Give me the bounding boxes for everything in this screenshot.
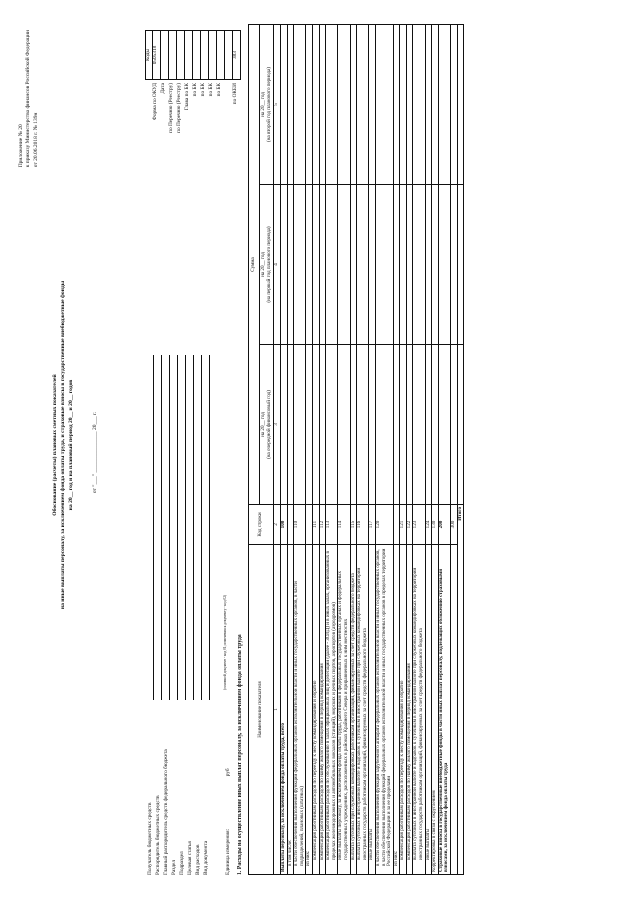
row-sum-cell[interactable] xyxy=(312,24,319,184)
row-name: в части обеспечения выполнения функций зарубежного аппарата федеральных органов исполнительной власти и иных государственных органов, в части обеспечения выполнения функций федеральных органов исполнительной власти и иных государственных органов в пределах территории Российской Федерации и за ее пределами xyxy=(375,545,393,875)
row-name: компенсация работникам расходов по переезду к месту командирования и обратно xyxy=(312,545,319,875)
row-sum-cell[interactable] xyxy=(294,345,306,505)
row-code: 117 xyxy=(369,505,376,545)
table-row xyxy=(425,24,432,874)
total-sum-cell[interactable] xyxy=(457,345,464,505)
row-sum-cell[interactable] xyxy=(350,185,357,345)
requisite-label: Раздел xyxy=(171,860,178,875)
row-sum-cell[interactable] xyxy=(350,345,357,505)
row-code: 113 xyxy=(326,505,338,545)
requisite-label: Вид расходов xyxy=(195,844,202,875)
table-row xyxy=(338,24,350,874)
codes-label: по БК xyxy=(200,83,206,97)
row-name: в том числе: xyxy=(287,545,294,875)
col-header-year-3: на 20__ год (на второй год планового периода) xyxy=(260,24,274,184)
requisite-fill-line xyxy=(179,355,186,700)
row-code: 120 xyxy=(375,505,393,545)
total-label: Итого xyxy=(457,505,464,875)
codes-label: по Перечню (Реестру) xyxy=(168,83,174,133)
requisite-label: Главный распорядитель средств федерального бюджета xyxy=(163,749,170,875)
row-sum-cell[interactable] xyxy=(338,345,350,505)
row-sum-cell[interactable] xyxy=(319,345,326,505)
row-code: 100 xyxy=(281,505,288,545)
table-row xyxy=(375,24,393,874)
codes-label: Форма по ОКУД xyxy=(152,83,158,121)
row-sum-cell[interactable] xyxy=(393,24,400,184)
requisite-label: Подраздел xyxy=(179,851,186,875)
row-sum-cell[interactable] xyxy=(319,24,326,184)
column-number: 2 xyxy=(274,505,281,545)
requisite-fill-line xyxy=(155,355,162,700)
document-kind-note: (основной документ - код 01; изменения к документу - код 02) xyxy=(223,594,227,690)
row-sum-cell[interactable] xyxy=(319,185,326,345)
col-header-code: Код строки xyxy=(249,505,274,545)
title-line-3: на 20__ год и на плановый период 20__ и 20__ годов xyxy=(67,379,74,511)
row-name: из них: xyxy=(306,545,313,875)
codes-value xyxy=(201,30,209,80)
codes-value xyxy=(169,30,177,80)
requisite-label: Вид документа xyxy=(203,840,210,875)
requisite-fill-line xyxy=(147,355,154,700)
codes-row xyxy=(209,30,217,195)
requisite-row xyxy=(154,355,162,875)
table-header-row xyxy=(249,24,260,874)
row-name: Выплаты персоналу, за исключением фонда оплаты труда, всего xyxy=(281,545,288,875)
row-sum-cell[interactable] xyxy=(400,345,407,505)
row-sum-cell[interactable] xyxy=(375,345,393,505)
row-sum-cell[interactable] xyxy=(438,24,450,184)
appendix-line-1: Приложение № 20 xyxy=(18,124,24,168)
requisite-fill-line xyxy=(163,355,170,700)
row-sum-cell[interactable] xyxy=(306,185,313,345)
col-header-year-1: на 20__ год (на очередной финансовый год) xyxy=(260,345,274,505)
row-sum-cell[interactable] xyxy=(413,345,425,505)
row-code: 200 xyxy=(438,505,450,545)
row-sum-cell[interactable] xyxy=(369,185,376,345)
table-row xyxy=(438,24,450,874)
row-sum-cell[interactable] xyxy=(393,345,400,505)
row-sum-cell[interactable] xyxy=(357,345,369,505)
expenses-table xyxy=(248,24,464,875)
row-name: из них: xyxy=(393,545,400,875)
row-sum-cell[interactable] xyxy=(451,345,458,505)
requisite-row xyxy=(186,355,194,875)
row-sum-cell[interactable] xyxy=(306,24,313,184)
codes-value xyxy=(193,30,201,80)
row-sum-cell[interactable] xyxy=(400,185,407,345)
table-row xyxy=(413,24,425,874)
row-sum-cell[interactable] xyxy=(281,185,288,345)
row-sum-cell[interactable] xyxy=(338,24,350,184)
row-sum-cell[interactable] xyxy=(357,24,369,184)
requisite-row xyxy=(162,355,170,875)
codes-value xyxy=(209,30,217,80)
row-sum-cell[interactable] xyxy=(287,185,294,345)
table-row xyxy=(451,24,458,874)
row-sum-cell[interactable] xyxy=(451,185,458,345)
form-title xyxy=(52,65,75,825)
total-sum-cell[interactable] xyxy=(457,185,464,345)
row-sum-cell[interactable] xyxy=(287,24,294,184)
row-sum-cell[interactable] xyxy=(413,24,425,184)
row-sum-cell[interactable] xyxy=(326,345,338,505)
row-code: 121 xyxy=(400,505,407,545)
codes-value xyxy=(161,30,169,80)
row-sum-cell[interactable] xyxy=(425,24,432,184)
unit-value: руб xyxy=(225,768,231,777)
codes-row xyxy=(177,30,185,195)
requisite-fill-line xyxy=(203,355,210,700)
codes-row xyxy=(185,30,193,195)
requisite-row xyxy=(146,355,154,875)
table-body xyxy=(281,24,464,874)
row-name: иные выплаты персоналу, за исключением фонда оплаты труда, работникам в федеральных государственных органах и федеральных государственных учреждениях, расположенных в районах Крайнего Севера и приравненных к ним местностях xyxy=(338,545,350,875)
codes-value xyxy=(177,30,185,80)
requisite-row xyxy=(170,355,178,875)
row-name: иные выплаты xyxy=(425,545,432,875)
table-row xyxy=(357,24,369,874)
codes-row xyxy=(233,30,241,195)
requisite-fill-line xyxy=(187,355,194,700)
row-name: иные выплаты xyxy=(369,545,376,875)
requisite-row xyxy=(202,355,210,875)
row-name: выплата суточных в иностранной валюте и надбавок к суточным в иностранной валюте при служебных командировках на территории иностранных государств работникам организаций, финансируемых за счет средств федерального бюджета xyxy=(357,545,369,875)
row-sum-cell[interactable] xyxy=(375,24,393,184)
requisite-label: Получатель бюджетных средств xyxy=(147,802,154,875)
appendix-block xyxy=(18,30,40,167)
codes-value: 383 xyxy=(233,30,241,80)
row-code: 111 xyxy=(312,505,319,545)
row-sum-cell[interactable] xyxy=(425,185,432,345)
row-name: Страховые взносы в государственные внебюджетные фонды в части иных выплат персоналу, подлежащих обложению страховыми взносами, за исключением фонда оплаты труда xyxy=(438,545,450,875)
total-row xyxy=(457,24,464,874)
table-row xyxy=(281,24,288,874)
row-sum-cell[interactable] xyxy=(406,185,413,345)
document-date: от "___" _______________ 20___ г. xyxy=(92,411,98,494)
row-name: компенсация работникам расходов по обслуживанию в залах официальных лиц и делегаций (далее - ЗОЛД) и в иных залах, организованных в пределах железнодорожных и автомобильных вокзалов (станций), морских и речных портов, аэропортов (аэродромов) xyxy=(326,545,338,875)
unit-row xyxy=(226,768,232,875)
row-code: 112 xyxy=(319,505,326,545)
codes-label: по ОКЕИ xyxy=(232,83,238,105)
requisites-block xyxy=(146,355,210,875)
column-number: 5 xyxy=(274,24,281,184)
codes-label: Дата xyxy=(160,83,166,94)
row-name: в части обеспечения выполнения функций федеральных органов исполнительной власти и иных государственных органов, в части подразделений, плановых (штатных) xyxy=(294,545,306,875)
col-header-name: Наименование показателя xyxy=(249,545,274,875)
row-sum-cell[interactable] xyxy=(432,345,439,505)
row-sum-cell[interactable] xyxy=(438,345,450,505)
codes-row xyxy=(201,30,209,195)
codes-row xyxy=(153,30,161,195)
row-sum-cell[interactable] xyxy=(375,185,393,345)
codes-block xyxy=(145,30,241,195)
row-sum-cell[interactable] xyxy=(400,24,407,184)
row-sum-cell[interactable] xyxy=(281,345,288,505)
row-name: компенсация работникам расходов по переезду к месту командирования и обратно xyxy=(400,545,407,875)
row-sum-cell[interactable] xyxy=(326,24,338,184)
row-code: 116 xyxy=(357,505,369,545)
requisite-row xyxy=(178,355,186,875)
codes-value: 0505318 xyxy=(153,30,161,80)
row-name: выплата суточных в иностранной валюте и надбавок к суточным в иностранной валюте при служебных командировках на территории иностранных государств работникам организаций, финансируемых за счет средств федерального бюджета xyxy=(413,545,425,875)
codes-label: по БК xyxy=(192,83,198,97)
row-sum-cell[interactable] xyxy=(312,185,319,345)
row-sum-cell[interactable] xyxy=(425,345,432,505)
total-sum-cell[interactable] xyxy=(457,24,464,184)
col-header-year-2: на 20__ год (на первый год планового периода) xyxy=(260,185,274,345)
codes-label: по Перечню (Реестру) xyxy=(176,83,182,133)
row-sum-cell[interactable] xyxy=(281,24,288,184)
row-code: 110 xyxy=(294,505,306,545)
codes-header: Коды xyxy=(145,30,153,80)
codes-row xyxy=(217,30,225,195)
row-sum-cell[interactable] xyxy=(294,185,306,345)
row-sum-cell[interactable] xyxy=(393,185,400,345)
row-sum-cell[interactable] xyxy=(406,345,413,505)
row-sum-cell[interactable] xyxy=(432,185,439,345)
codes-label: по БК xyxy=(208,83,214,97)
appendix-line-3: от 20.06.2018 г. № 139н xyxy=(32,112,39,168)
title-line-2: на иные выплаты персоналу, за исключением фонда оплаты труда, и страховые взносы в государственные внебюджетные фонды xyxy=(59,280,66,610)
row-code: 124 xyxy=(425,505,432,545)
row-name: компенсация работникам расходов по найму жилого помещения в период командирования xyxy=(406,545,413,875)
row-sum-cell[interactable] xyxy=(413,185,425,345)
row-sum-cell[interactable] xyxy=(312,345,319,505)
requisite-label: Распорядитель бюджетных средств xyxy=(155,795,162,875)
column-number: 3 xyxy=(274,345,281,505)
row-code: 115 xyxy=(350,505,357,545)
requisite-label: Целевая статья xyxy=(187,841,194,875)
column-number: 4 xyxy=(274,185,281,345)
title-line-1: Обоснование (расчеты) плановых сметных показателей xyxy=(52,374,58,516)
row-sum-cell[interactable] xyxy=(438,185,450,345)
row-sum-cell[interactable] xyxy=(287,345,294,505)
row-name xyxy=(451,545,458,875)
codes-label: Глава по БК xyxy=(184,83,190,111)
row-code: 130 xyxy=(432,505,439,545)
row-sum-cell[interactable] xyxy=(432,24,439,184)
row-sum-cell[interactable] xyxy=(306,345,313,505)
row-name: компенсация работникам расходов по найму жилого помещения в период командирования xyxy=(319,545,326,875)
row-code: 123 xyxy=(413,505,425,545)
row-sum-cell[interactable] xyxy=(451,24,458,184)
requisite-fill-line xyxy=(171,355,178,700)
section-title: 1. Расходы на осуществление иных выплат персоналу, за исключением фонда оплаты труда xyxy=(237,634,243,875)
row-sum-cell[interactable] xyxy=(357,185,369,345)
codes-value xyxy=(217,30,225,80)
codes-value xyxy=(185,30,193,80)
row-code: 114 xyxy=(338,505,350,545)
row-sum-cell[interactable] xyxy=(326,185,338,345)
row-name: Корректировка в связи с округлением xyxy=(432,545,439,875)
requisite-fill-line xyxy=(195,355,202,700)
row-code: 122 xyxy=(406,505,413,545)
row-sum-cell[interactable] xyxy=(369,24,376,184)
col-header-sum: Сумма xyxy=(249,24,260,504)
row-sum-cell[interactable] xyxy=(338,185,350,345)
column-number: 1 xyxy=(274,545,281,875)
codes-label: по БК xyxy=(216,83,222,97)
appendix-line-2: к приказу Министерства финансов Российской Федерации xyxy=(25,30,32,168)
table-row xyxy=(294,24,306,874)
unit-label: Единица измерения: xyxy=(225,828,231,875)
row-sum-cell[interactable] xyxy=(294,24,306,184)
row-sum-cell[interactable] xyxy=(369,345,376,505)
codes-row xyxy=(193,30,201,195)
row-sum-cell[interactable] xyxy=(350,24,357,184)
row-name: выплата суточных при служебных командировках работникам организаций, финансируемых за счет средств федерального бюджета xyxy=(350,545,357,875)
row-sum-cell[interactable] xyxy=(406,24,413,184)
row-code: 300 xyxy=(451,505,458,545)
requisite-row xyxy=(194,355,202,875)
